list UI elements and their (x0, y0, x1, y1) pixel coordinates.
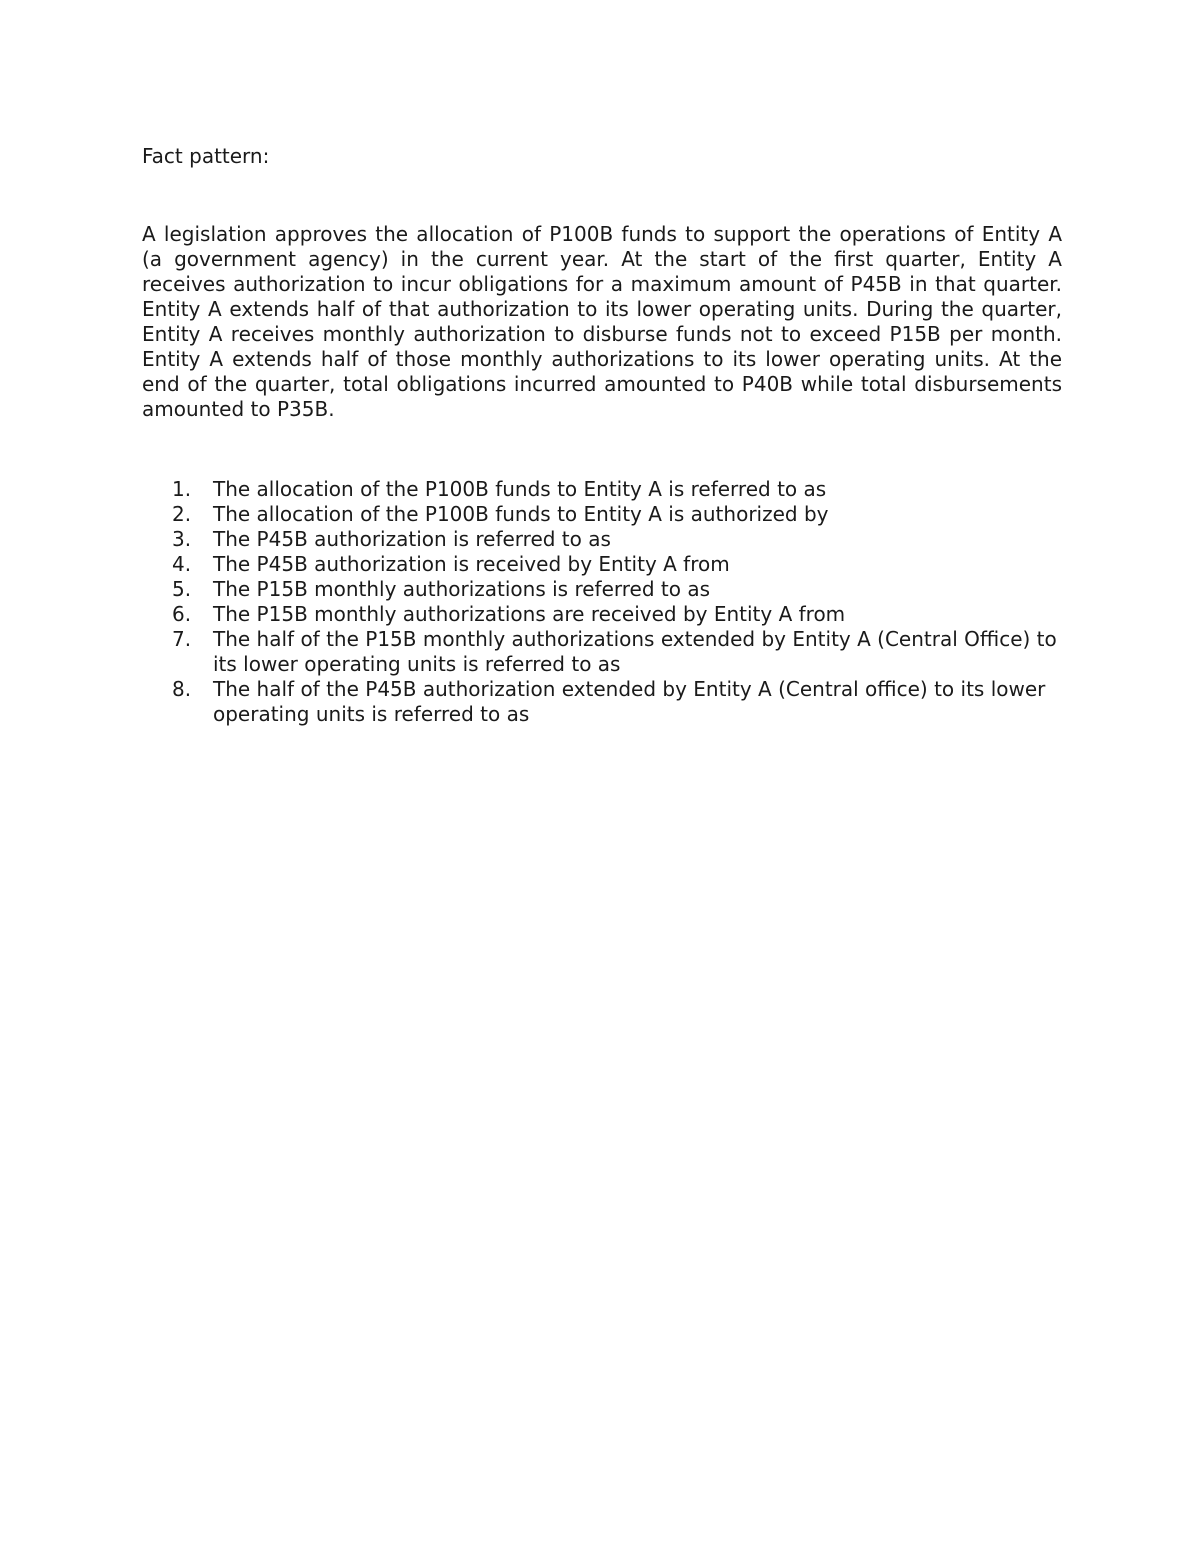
question-item (172, 477, 1072, 502)
question-text: The P45B authorization is received by Entity A from (213, 552, 730, 576)
question-list (172, 477, 1072, 727)
question-number: 1. (172, 477, 192, 501)
question-item (172, 677, 1072, 727)
question-item (172, 502, 1072, 527)
question-number: 5. (172, 577, 192, 601)
question-text: The half of the P15B monthly authorizations extended by Entity A (Central Office) to its lower operating units is referred to as (213, 627, 1057, 676)
question-item (172, 552, 1072, 577)
question-item (172, 527, 1072, 552)
question-item (172, 627, 1072, 677)
question-item (172, 577, 1072, 602)
question-text: The P45B authorization is referred to as (213, 527, 611, 551)
question-text: The P15B monthly authorizations are received by Entity A from (213, 602, 846, 626)
document-heading: Fact pattern: (142, 144, 270, 168)
question-text: The allocation of the P100B funds to Entity A is authorized by (213, 502, 829, 526)
question-number: 3. (172, 527, 192, 551)
question-number: 8. (172, 677, 192, 701)
question-text: The P15B monthly authorizations is referred to as (213, 577, 711, 601)
fact-pattern-paragraph: A legislation approves the allocation of P100B funds to support the operations of Entity A (a government agency) in the current year. At the start of the first quarter, Entity A receives authorization to incur obligations for a maximum amount of P45B in that quarter. Entity A extends half of that authorization to its lower operating units. During the quarter, Entity A receives monthly authorization to disburse funds not to exceed P15B per month. Entity A extends half of those monthly authorizations to its lower operating units. At the end of the quarter, total obligations incurred amounted to P40B while total disbursements amounted to P35B. (142, 222, 1062, 421)
question-text: The half of the P45B authorization extended by Entity A (Central office) to its lower operating units is referred to as (213, 677, 1046, 726)
question-number: 4. (172, 552, 192, 576)
question-text: The allocation of the P100B funds to Entity A is referred to as (213, 477, 827, 501)
question-item (172, 602, 1072, 627)
question-number: 7. (172, 627, 192, 651)
question-number: 2. (172, 502, 192, 526)
question-number: 6. (172, 602, 192, 626)
